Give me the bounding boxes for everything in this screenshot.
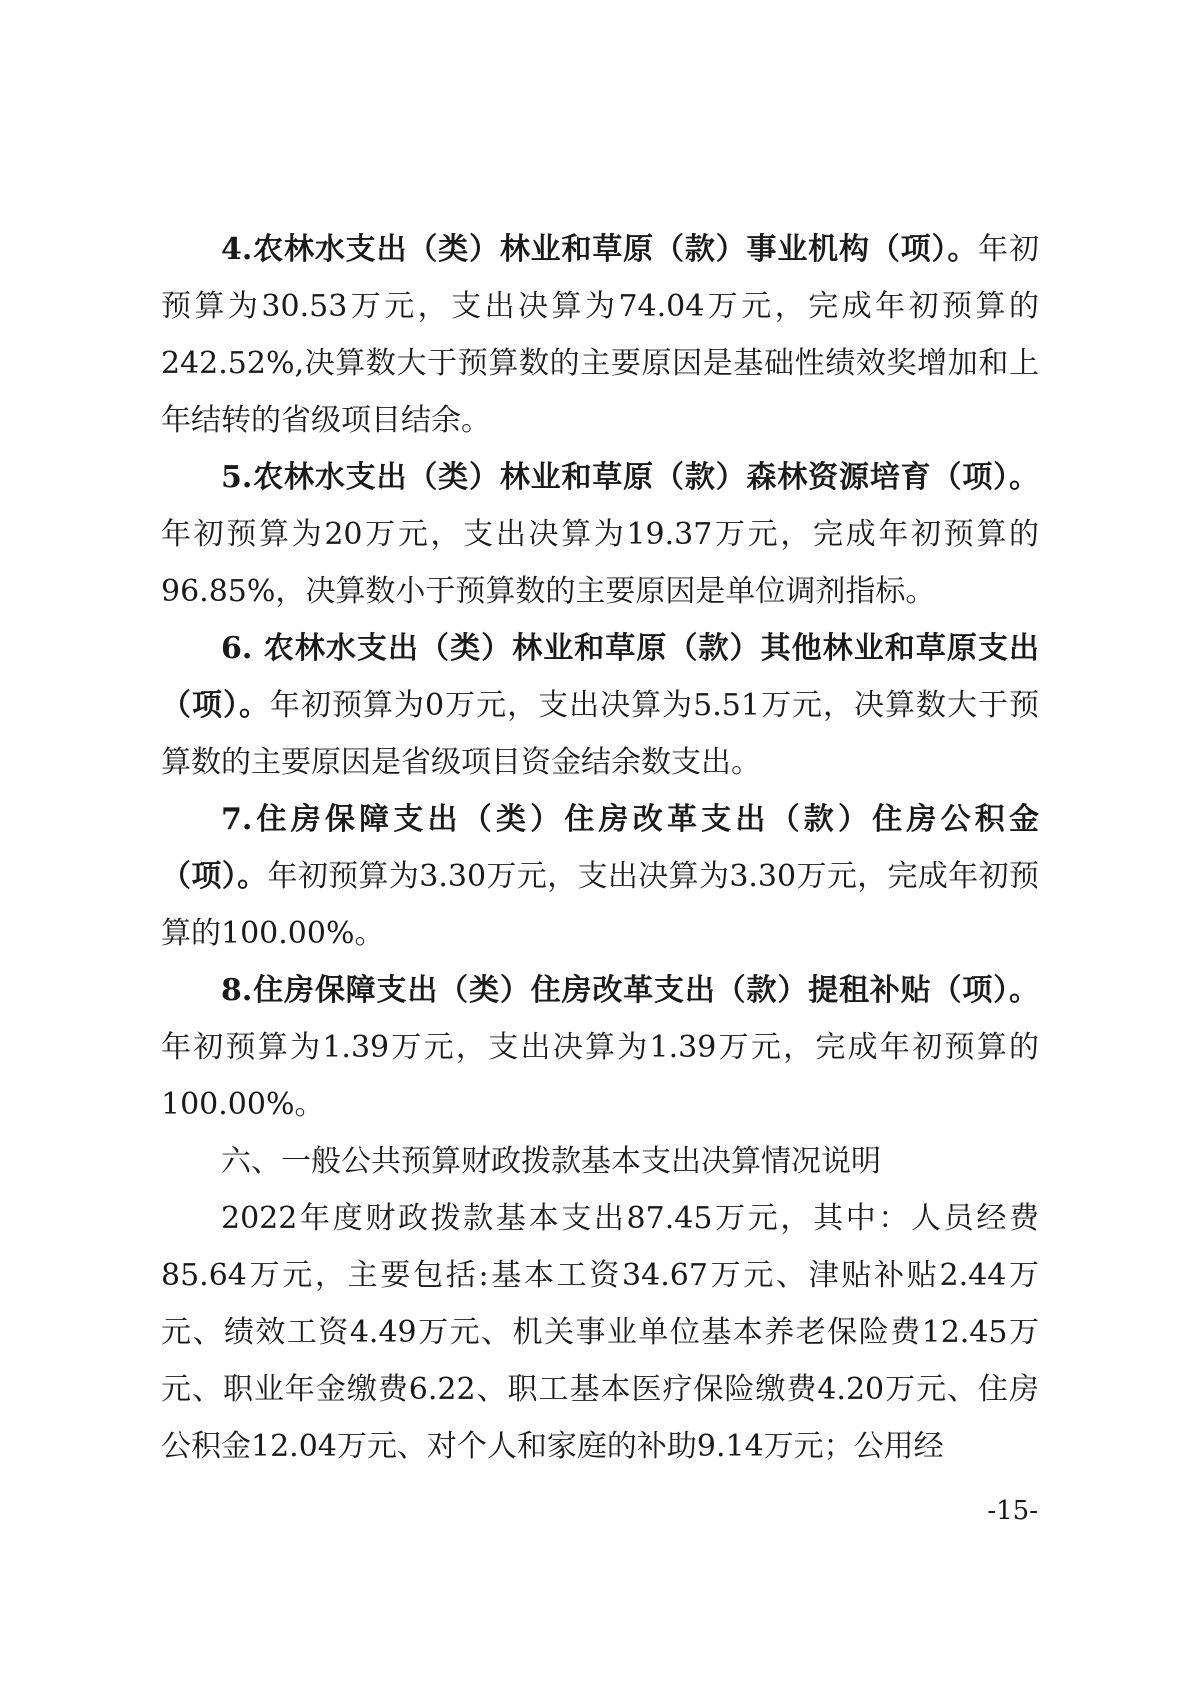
paragraph-item-8 xyxy=(161,962,1039,1133)
paragraph-body: 年初预算为3.30万元，支出决算为3.30万元，完成年初预算的100.00%。 xyxy=(161,859,1040,951)
paragraph-lead: 7.住房保障支出（类）住房改革支出（款）住房公积金（项）。 xyxy=(161,802,1039,894)
paragraph-item-5 xyxy=(161,449,1039,620)
paragraph-body: 年初预算为1.39万元，支出决算为1.39万元，完成年初预算的100.00%。 xyxy=(161,1030,1039,1122)
paragraph-lead: 4.农林水支出（类）林业和草原（款）事业机构（项）。 xyxy=(221,232,979,267)
paragraph-lead: 5.农林水支出（类）林业和草原（款）森林资源培育（项）。 xyxy=(221,460,1039,495)
paragraph-item-6 xyxy=(161,620,1039,791)
paragraph-body: 年初预算为0万元，支出决算为5.51万元，决算数大于预算数的主要原因是省级项目资金结余数支出。 xyxy=(161,688,1040,780)
section-body: 2022年度财政拨款基本支出87.45万元，其中：人员经费85.64万元，主要包括:基本工资34.67万元、津贴补贴2.44万元、绩效工资4.49万元、机关事业单位基本养老保险费12.45万元、职业年金缴费6.22、职工基本医疗保险缴费4.20万元、住房公积金12.04万元、对个人和家庭的补助9.14万元；公用经 xyxy=(161,1201,1039,1464)
paragraph-item-7 xyxy=(161,791,1039,962)
paragraph-lead: 6. 农林水支出（类）林业和草原（款）其他林业和草原支出（项）。 xyxy=(161,631,1039,723)
body-text xyxy=(161,221,1039,1475)
paragraph-body: 年初预算为20万元，支出决算为19.37万元，完成年初预算的96.85%，决算数小于预算数的主要原因是单位调剂指标。 xyxy=(161,517,1039,609)
page-number: -15- xyxy=(987,1496,1038,1526)
section-heading: 六、一般公共预算财政拨款基本支出决算情况说明 xyxy=(221,1144,881,1179)
paragraph-lead: 8.住房保障支出（类）住房改革支出（款）提租补贴（项）。 xyxy=(221,973,1039,1008)
paragraph-body: 年初预算为30.53万元，支出决算为74.04万元，完成年初预算的242.52%,决算数大于预算数的主要原因是基础性绩效奖增加和上年结转的省级项目结余。 xyxy=(161,232,1039,438)
paragraph-item-4 xyxy=(161,221,1039,449)
